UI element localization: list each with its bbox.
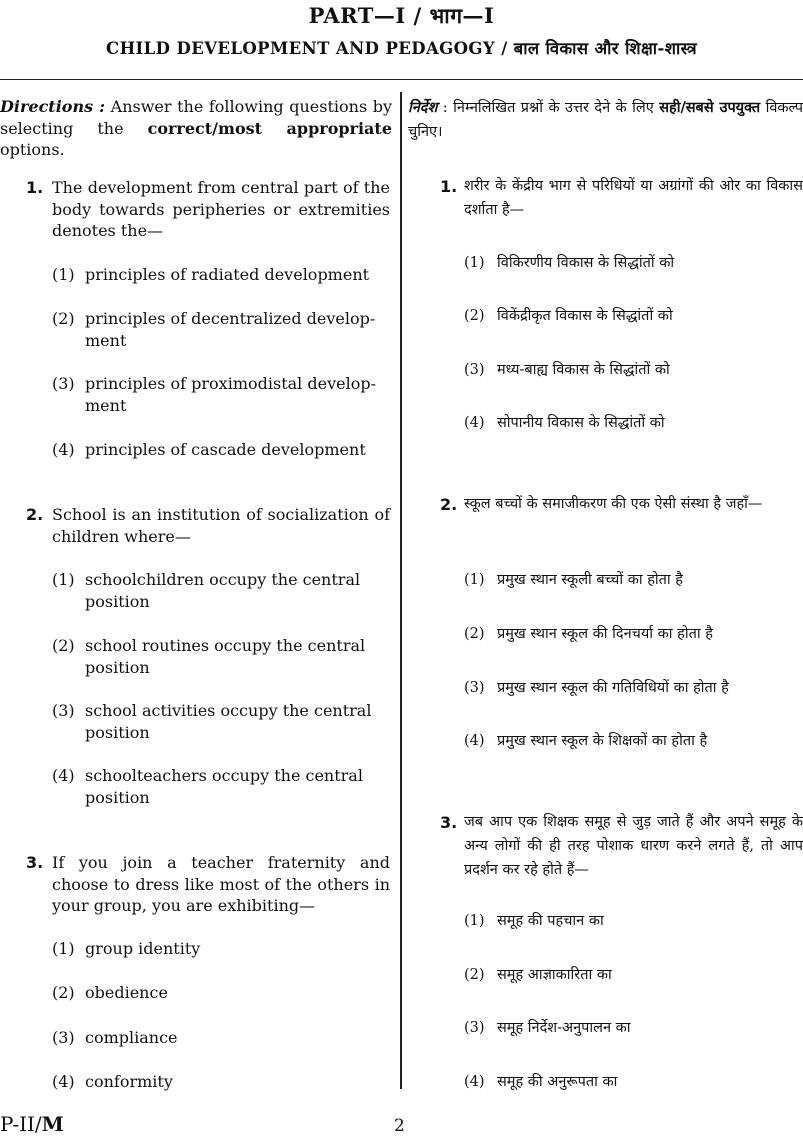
hindi-directions-label: निर्देश bbox=[408, 99, 438, 116]
booklet-code-suffix: M bbox=[41, 1112, 64, 1136]
english-q2-option-3[interactable] bbox=[52, 700, 390, 743]
hindi-directions-emphasis: सही/सबसे उपयुक्त bbox=[659, 99, 761, 116]
option-number: (3) bbox=[464, 1020, 485, 1036]
hindi-q1-option-2[interactable] bbox=[464, 304, 803, 328]
option-text: समूह आज्ञाकारिता का bbox=[497, 967, 612, 983]
option-text: समूह निर्देश-अनुपालन का bbox=[497, 1020, 631, 1036]
option-text: मध्य-बाह्य विकास के सिद्धांतों को bbox=[497, 362, 670, 378]
option-text: समूह की पहचान का bbox=[497, 913, 604, 929]
english-q3-option-2[interactable] bbox=[52, 982, 390, 1004]
option-text: principles of cascade development bbox=[85, 440, 366, 459]
option-number: (1) bbox=[52, 939, 75, 958]
option-number: (3) bbox=[464, 680, 485, 696]
english-directions-label: Directions : bbox=[0, 97, 106, 116]
part-heading: PART—I / भाग—I bbox=[308, 3, 495, 28]
english-directions-text-end: options. bbox=[0, 140, 65, 159]
english-q1-option-1[interactable] bbox=[52, 264, 390, 286]
option-text: conformity bbox=[85, 1072, 173, 1091]
english-q1-option-2[interactable] bbox=[52, 308, 390, 351]
option-number: (4) bbox=[52, 1072, 75, 1091]
question-text: शरीर के केंद्रीय भाग से परिधियों या अग्रांगों की ओर का विकास दर्शाता है— bbox=[464, 178, 803, 218]
hindi-directions-text: : निम्नलिखित प्रश्नों के उत्तर देने के लिए bbox=[437, 100, 660, 116]
option-number: (2) bbox=[464, 967, 485, 983]
hindi-question-2 bbox=[440, 492, 803, 516]
option-number: (3) bbox=[52, 1028, 75, 1047]
hindi-q2-option-4[interactable] bbox=[464, 729, 803, 753]
option-text: प्रमुख स्थान स्कूल की गतिविधियों का होता है bbox=[497, 680, 729, 696]
option-text: विकेंद्रीकृत विकास के सिद्धांतों को bbox=[497, 308, 673, 324]
question-text: जब आप एक शिक्षक समूह से जुड़ जाते हैं और अपने समूह के अन्य लोगों की ही तरह पोशाक धारण करने लगते हैं, तो आप प्रदर्शन कर रहे होते हैं— bbox=[464, 814, 803, 878]
hindi-q1-option-1[interactable] bbox=[464, 251, 803, 275]
option-text: समूह की अनुरूपता का bbox=[497, 1074, 618, 1090]
option-number: (2) bbox=[52, 636, 75, 655]
english-q2-option-2[interactable] bbox=[52, 635, 390, 678]
question-number: 2. bbox=[440, 495, 458, 514]
page-number: 2 bbox=[394, 1116, 405, 1136]
english-q3-option-4[interactable] bbox=[52, 1071, 390, 1093]
english-question-1 bbox=[26, 177, 390, 242]
english-q3-option-1[interactable] bbox=[52, 938, 390, 960]
option-text: schoolteachers occupy the central position bbox=[85, 766, 363, 807]
option-number: (3) bbox=[52, 374, 75, 393]
question-number: 1. bbox=[26, 178, 44, 197]
question-number: 3. bbox=[440, 813, 458, 832]
booklet-code bbox=[0, 1112, 64, 1136]
option-number: (4) bbox=[464, 733, 485, 749]
english-directions bbox=[0, 96, 392, 161]
option-text: विकिरणीय विकास के सिद्धांतों को bbox=[497, 255, 675, 271]
english-q2-option-1[interactable] bbox=[52, 569, 390, 612]
option-text: group identity bbox=[85, 939, 201, 958]
option-number: (1) bbox=[52, 570, 75, 589]
english-q3-option-3[interactable] bbox=[52, 1027, 390, 1049]
hindi-question-3 bbox=[440, 810, 803, 882]
hindi-q1-option-3[interactable] bbox=[464, 358, 803, 382]
option-number: (4) bbox=[464, 415, 485, 431]
hindi-q2-option-2[interactable] bbox=[464, 622, 803, 646]
option-text: obedience bbox=[85, 983, 168, 1002]
option-number: (1) bbox=[464, 255, 485, 271]
hindi-directions bbox=[408, 96, 803, 144]
question-text: The development from central part of the body towards peripheries or extremities denotes the— bbox=[52, 178, 390, 240]
option-text: principles of decentralized develop-ment bbox=[85, 309, 376, 350]
hindi-q2-option-1[interactable] bbox=[464, 568, 803, 592]
question-text: School is an institution of socialization of children where— bbox=[52, 505, 390, 546]
option-text: school routines occupy the central position bbox=[85, 636, 366, 677]
option-text: प्रमुख स्थान स्कूली बच्चों का होता है bbox=[497, 572, 683, 588]
column-divider bbox=[400, 92, 402, 1089]
option-number: (3) bbox=[464, 362, 485, 378]
option-number: (4) bbox=[52, 766, 75, 785]
hindi-q3-option-4[interactable] bbox=[464, 1070, 803, 1094]
option-number: (1) bbox=[464, 572, 485, 588]
hindi-column bbox=[408, 96, 803, 1090]
english-q1-option-4[interactable] bbox=[52, 439, 390, 461]
option-text: principles of proximodistal develop-ment bbox=[85, 374, 376, 415]
question-number: 3. bbox=[26, 853, 44, 872]
option-number: (3) bbox=[52, 701, 75, 720]
question-number: 1. bbox=[440, 177, 458, 196]
english-question-3 bbox=[26, 852, 390, 917]
english-directions-emphasis: correct/most appropriate bbox=[147, 118, 392, 138]
english-directions-text: Answer the following questions by selecting the bbox=[0, 97, 393, 138]
option-number: (1) bbox=[52, 265, 75, 284]
english-q2-option-4[interactable] bbox=[52, 765, 390, 808]
option-number: (4) bbox=[52, 440, 75, 459]
option-number: (2) bbox=[52, 983, 75, 1002]
section-heading: CHILD DEVELOPMENT AND PEDAGOGY / बाल विकास और शिक्षा-शास्त्र bbox=[106, 39, 697, 58]
option-text: schoolchildren occupy the central position bbox=[85, 570, 361, 611]
option-text: सोपानीय विकास के सिद्धांतों को bbox=[497, 415, 665, 431]
question-number: 2. bbox=[26, 505, 44, 524]
hindi-q3-option-3[interactable] bbox=[464, 1016, 803, 1040]
hindi-q2-option-3[interactable] bbox=[464, 676, 803, 700]
option-text: compliance bbox=[85, 1028, 178, 1047]
option-number: (2) bbox=[464, 308, 485, 324]
booklet-code-prefix: P-II/ bbox=[0, 1112, 42, 1136]
header-rule bbox=[0, 79, 803, 80]
question-text: स्कूल बच्चों के समाजीकरण की एक ऐसी संस्था है जहाँ— bbox=[464, 496, 763, 512]
option-number: (2) bbox=[52, 309, 75, 328]
option-number: (4) bbox=[464, 1074, 485, 1090]
hindi-directions-text-end: विकल्प चुनिए। bbox=[408, 100, 803, 140]
option-text: प्रमुख स्थान स्कूल की दिनचर्या का होता है bbox=[497, 626, 713, 642]
english-question-2 bbox=[26, 504, 390, 547]
hindi-q3-option-1[interactable] bbox=[464, 909, 803, 933]
hindi-q3-option-2[interactable] bbox=[464, 963, 803, 987]
option-text: school activities occupy the central position bbox=[85, 701, 372, 742]
hindi-question-1 bbox=[440, 174, 803, 222]
english-column bbox=[0, 96, 393, 1091]
hindi-q1-option-4[interactable] bbox=[464, 411, 803, 435]
option-number: (2) bbox=[464, 626, 485, 642]
option-number: (1) bbox=[464, 913, 485, 929]
question-text: If you join a teacher fraternity and choose to dress like most of the others in your group, you are exhibiting— bbox=[52, 853, 390, 915]
option-text: प्रमुख स्थान स्कूल के शिक्षकों का होता है bbox=[497, 733, 708, 749]
english-q1-option-3[interactable] bbox=[52, 373, 390, 416]
option-text: principles of radiated development bbox=[85, 265, 370, 284]
